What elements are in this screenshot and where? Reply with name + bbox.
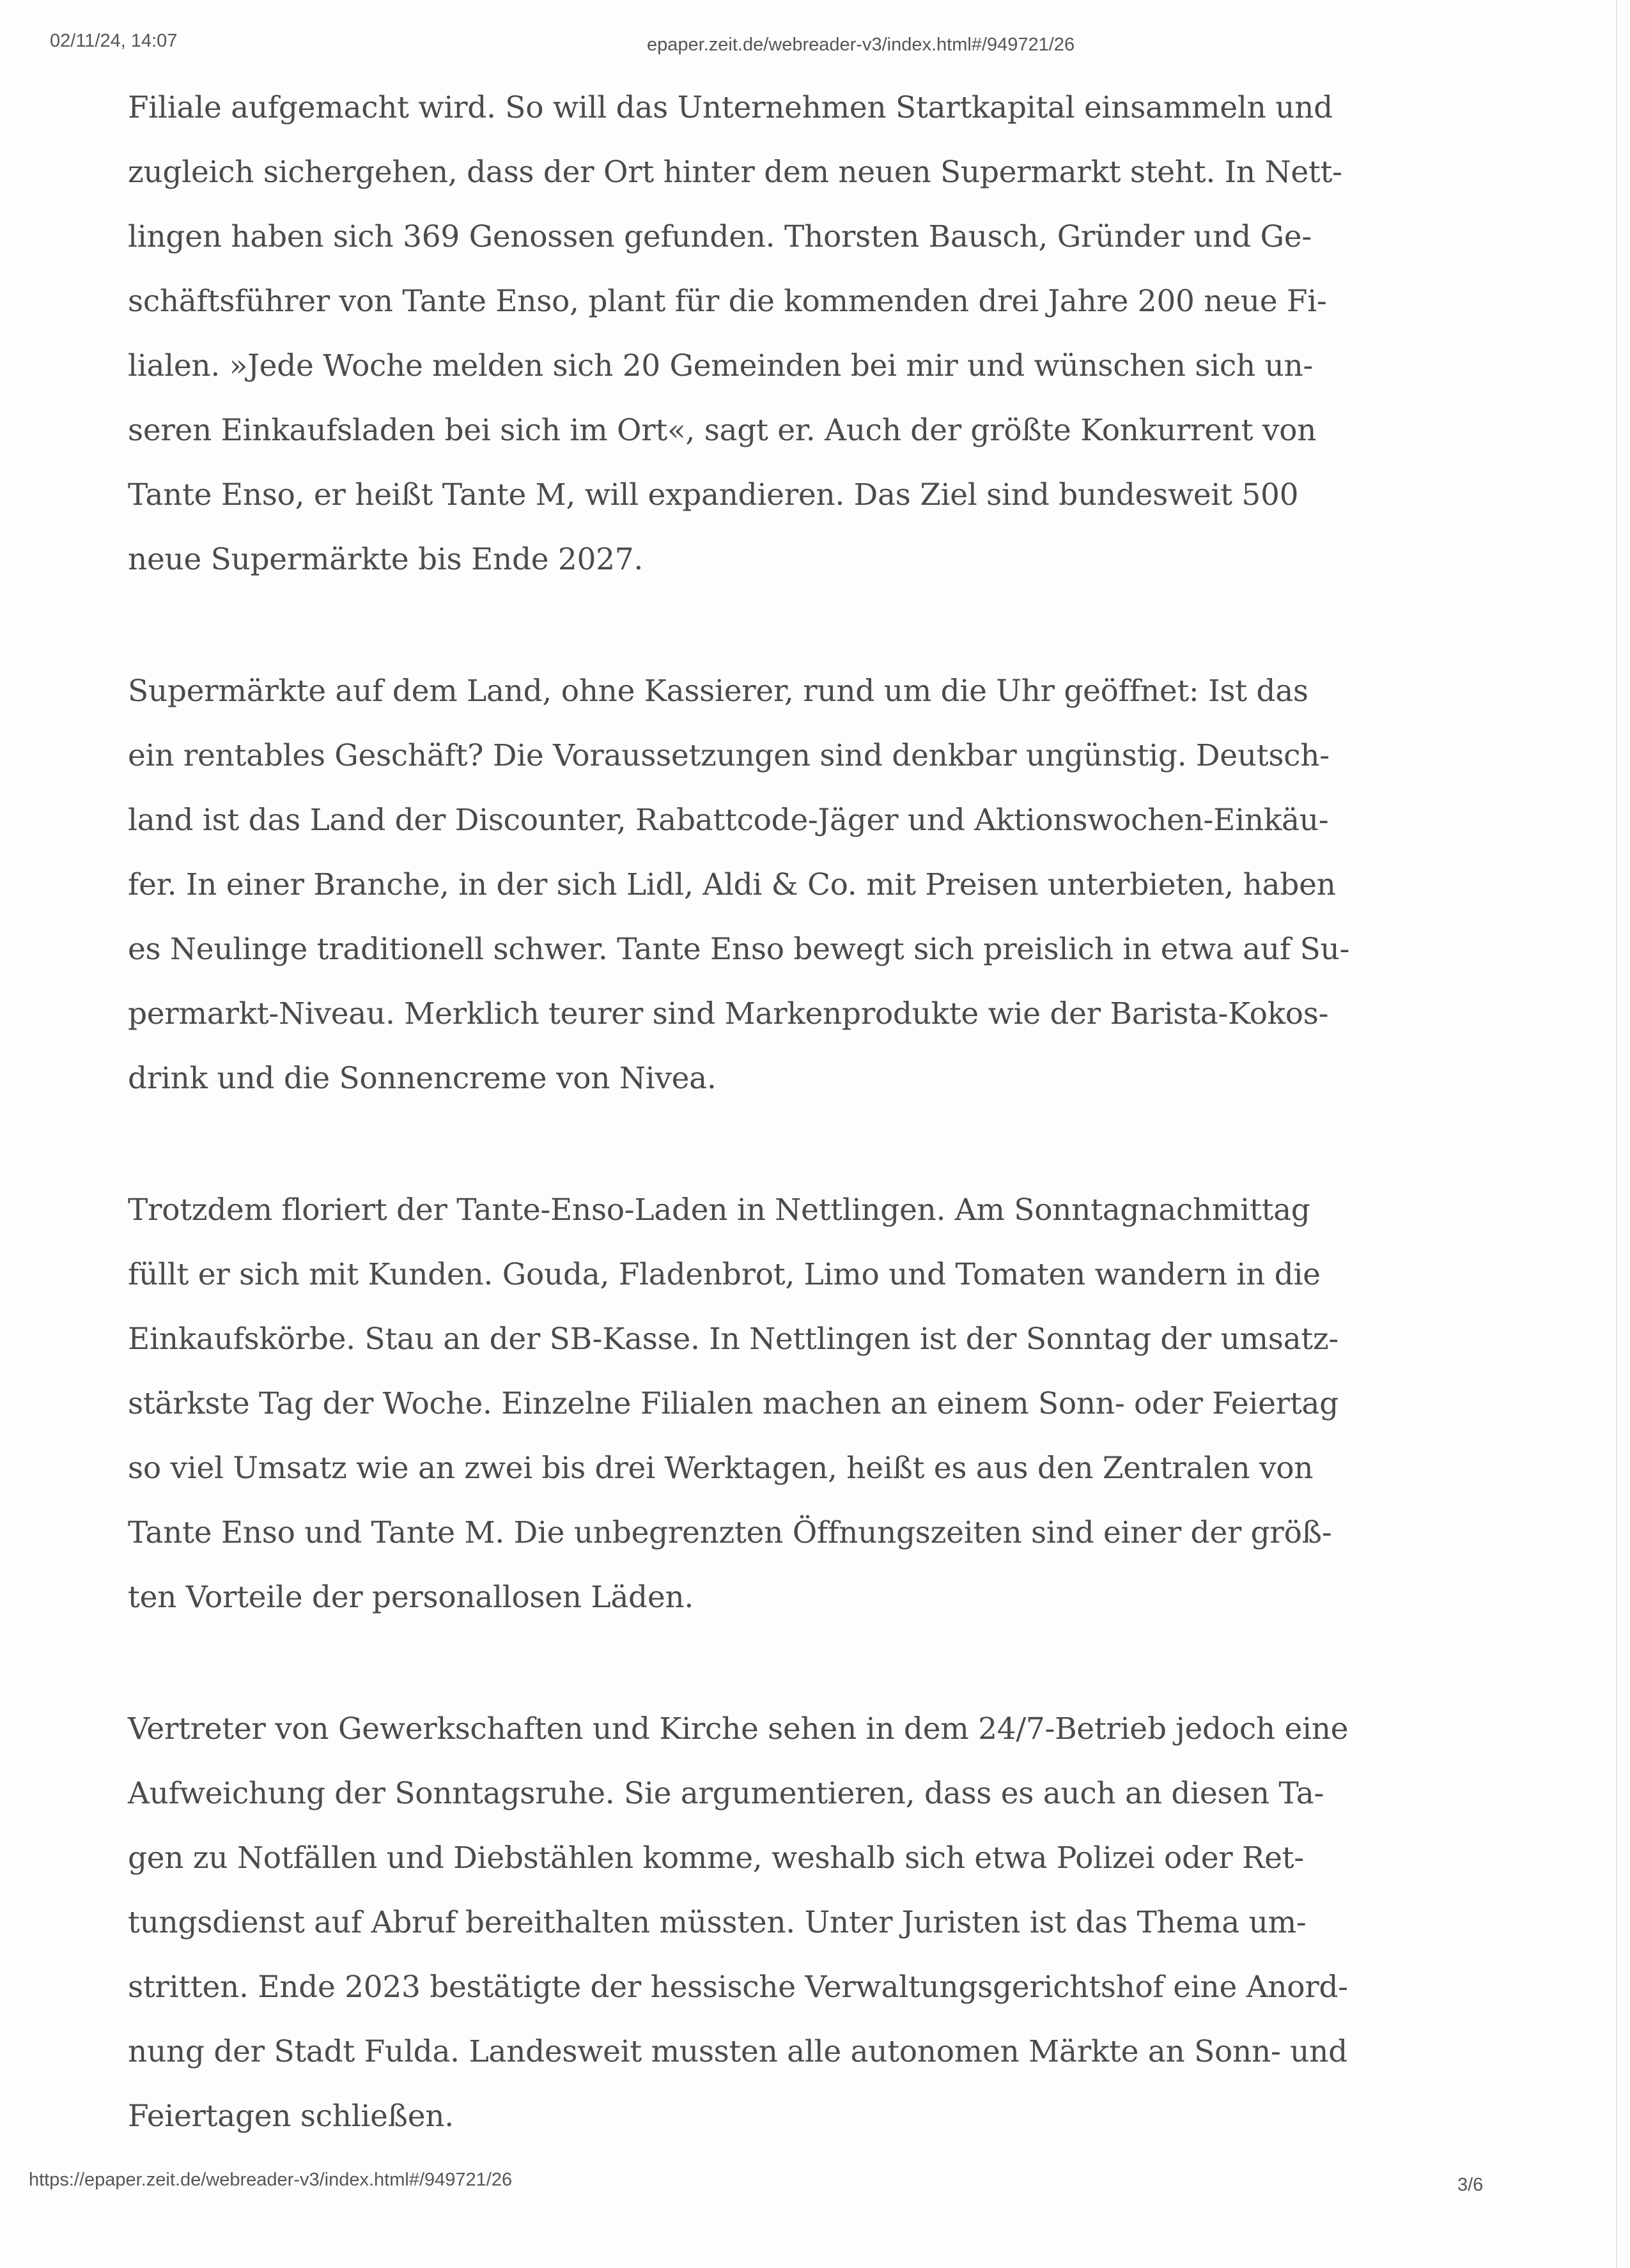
article-body xyxy=(128,75,1445,2148)
text-line: Feiertagen schließen. xyxy=(128,2099,454,2134)
paragraph-1 xyxy=(128,75,1445,592)
text-line: nung der Stadt Fulda. Landesweit mussten alle autonomen Märkte an Sonn- und xyxy=(128,2034,1347,2069)
text-line: Aufweichung der Sonntagsruhe. Sie argumentieren, dass es auch an diesen Ta- xyxy=(128,1776,1324,1811)
text-line: ein rentables Geschäft? Die Voraussetzungen sind denkbar ungünstig. Deutsch- xyxy=(128,738,1330,773)
text-line: ten Vorteile der personallosen Läden. xyxy=(128,1580,694,1615)
text-line: lialen. »Jede Woche melden sich 20 Gemeinden bei mir und wünschen sich un- xyxy=(128,348,1314,383)
text-line: lingen haben sich 369 Genossen gefunden. Thorsten Bausch, Gründer und Ge- xyxy=(128,219,1312,254)
paragraph-spacer xyxy=(128,1630,1445,1697)
text-line: Einkaufskörbe. Stau an der SB-Kasse. In Nettlingen ist der Sonntag der umsatz- xyxy=(128,1322,1339,1357)
text-line: gen zu Notfällen und Diebstählen komme, weshalb sich etwa Polizei oder Ret- xyxy=(128,1840,1304,1876)
text-line: Tante Enso und Tante M. Die unbegrenzten Öffnungszeiten sind einer der größ- xyxy=(128,1515,1332,1550)
text-line: permarkt-Niveau. Merklich teurer sind Markenprodukte wie der Barista-Kokos- xyxy=(128,996,1329,1031)
text-line: fer. In einer Branche, in der sich Lidl, Aldi & Co. mit Preisen unterbieten, haben xyxy=(128,867,1336,902)
text-line: schäftsführer von Tante Enso, plant für die kommenden drei Jahre 200 neue Fi- xyxy=(128,284,1327,319)
text-line: seren Einkaufsladen bei sich im Ort«, sagt er. Auch der größte Konkurrent von xyxy=(128,413,1317,448)
print-header xyxy=(0,31,1630,63)
print-footer xyxy=(0,2170,1630,2202)
text-line: Trotzdem floriert der Tante-Enso-Laden in Nettlingen. Am Sonntagnachmittag xyxy=(128,1192,1310,1228)
text-line: Filiale aufgemacht wird. So will das Unternehmen Startkapital einsammeln und xyxy=(128,90,1333,125)
text-line: füllt er sich mit Kunden. Gouda, Fladenbrot, Limo und Tomaten wandern in die xyxy=(128,1257,1321,1292)
text-line: stärkste Tag der Woche. Einzelne Filialen machen an einem Sonn- oder Feiertag xyxy=(128,1386,1339,1421)
text-line: Tante Enso, er heißt Tante M, will expandieren. Das Ziel sind bundesweit 500 xyxy=(128,477,1299,513)
text-line: Vertreter von Gewerkschaften und Kirche sehen in dem 24/7-Betrieb jedoch eine xyxy=(128,1711,1349,1747)
print-footer-url: https://epaper.zeit.de/webreader-v3/index.html#/949721/26 xyxy=(29,2170,513,2190)
print-header-url: epaper.zeit.de/webreader-v3/index.html#/949721/26 xyxy=(647,35,1075,55)
text-line: es Neulinge traditionell schwer. Tante Enso bewegt sich preislich in etwa auf Su- xyxy=(128,932,1350,967)
scan-edge-line xyxy=(1616,0,1617,2268)
text-line: tungsdienst auf Abruf bereithalten müssten. Unter Juristen ist das Thema um- xyxy=(128,1905,1307,1940)
text-line: neue Supermärkte bis Ende 2027. xyxy=(128,542,643,577)
paragraph-spacer xyxy=(128,1111,1445,1178)
text-line: land ist das Land der Discounter, Rabattcode-Jäger und Aktionswochen-Einkäu- xyxy=(128,803,1329,838)
paragraph-3 xyxy=(128,1178,1445,1630)
text-line: Supermärkte auf dem Land, ohne Kassierer, rund um die Uhr geöffnet: Ist das xyxy=(128,674,1308,709)
page-number: 3/6 xyxy=(1457,2175,1484,2195)
print-date: 02/11/24, 14:07 xyxy=(50,31,178,51)
text-line: so viel Umsatz wie an zwei bis drei Werktagen, heißt es aus den Zentralen von xyxy=(128,1451,1314,1486)
text-line: stritten. Ende 2023 bestätigte der hessische Verwaltungsgerichtshof eine Anord- xyxy=(128,1970,1348,2005)
text-line: drink und die Sonnencreme von Nivea. xyxy=(128,1061,717,1096)
paragraph-4 xyxy=(128,1697,1445,2148)
text-line: zugleich sichergehen, dass der Ort hinter dem neuen Supermarkt steht. In Nett- xyxy=(128,155,1342,190)
paragraph-spacer xyxy=(128,592,1445,659)
paragraph-2 xyxy=(128,659,1445,1111)
